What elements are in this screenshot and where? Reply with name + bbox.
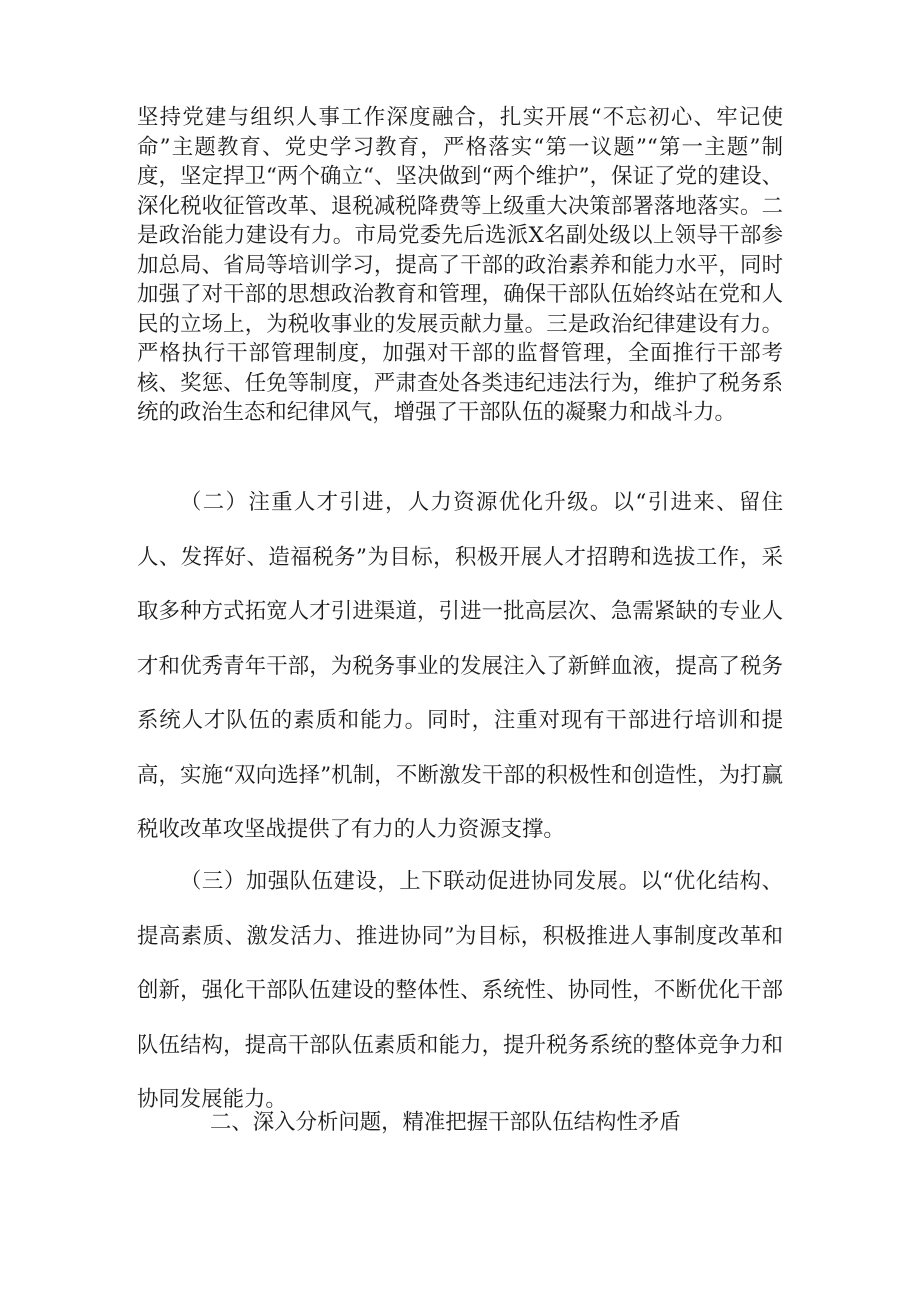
paragraph-talent-introduction: （二）注重人才引进，人力资源优化升级。以“引进来、留住人、发挥好、造福税务”为目标，积极开展人才招聘和选拔工作，采取多种方式拓宽人才引进渠道，引进一批高层次、急需紧缺的专业人才和优秀青年干部，为税务事业的发展注入了新鲜血液，提高了税务系统人才队伍的素质和能力。同时，注重对现有干部进行培训和提高，实施“双向选择”机制，不断激发干部的积极性和创造性，为打赢税收改革攻坚战提供了有力的人力资源支撑。 bbox=[137, 490, 783, 842]
section-heading: 二、深入分析问题，精准把握干部队伍结构性矛盾 bbox=[210, 1110, 681, 1135]
paragraph-political-building: 坚持党建与组织人事工作深度融合，扎实开展“不忘初心、牢记使命”主题教育、党史学习教育，严格落实“第一议题”“第一主题”制度，坚定捍卫“两个确立“、坚决做到“两个维护”，保证了党的建设、深化税收征管改革、退税减税降费等上级重大决策部署落地落实。二是政治能力建设有力。市局党委先后选派X名副处级以上领导干部参加总局、省局等培训学习，提高了干部的政治素养和能力水平，同时加强了对干部的思想政治教育和管理，确保干部队伍始终站在党和人民的立场上，为税收事业的发展贡献力量。三是政治纪律建设有力。严格执行干部管理制度，加强对干部的监督管理，全面推行干部考核、奖惩、任免等制度，严肃查处各类违纪违法行为，维护了税务系统的政治生态和纪律风气，增强了干部队伍的凝聚力和战斗力。 bbox=[137, 105, 783, 425]
paragraph-team-building: （三）加强队伍建设，上下联动促进协同发展。以“优化结构、提高素质、激发活力、推进协同”为目标，积极推进人事制度改革和创新，强化干部队伍建设的整体性、系统性、协同性，不断优化干部队伍结构，提高干部队伍素质和能力，提升税务系统的整体竞争力和协同发展能力。 bbox=[137, 869, 783, 1112]
